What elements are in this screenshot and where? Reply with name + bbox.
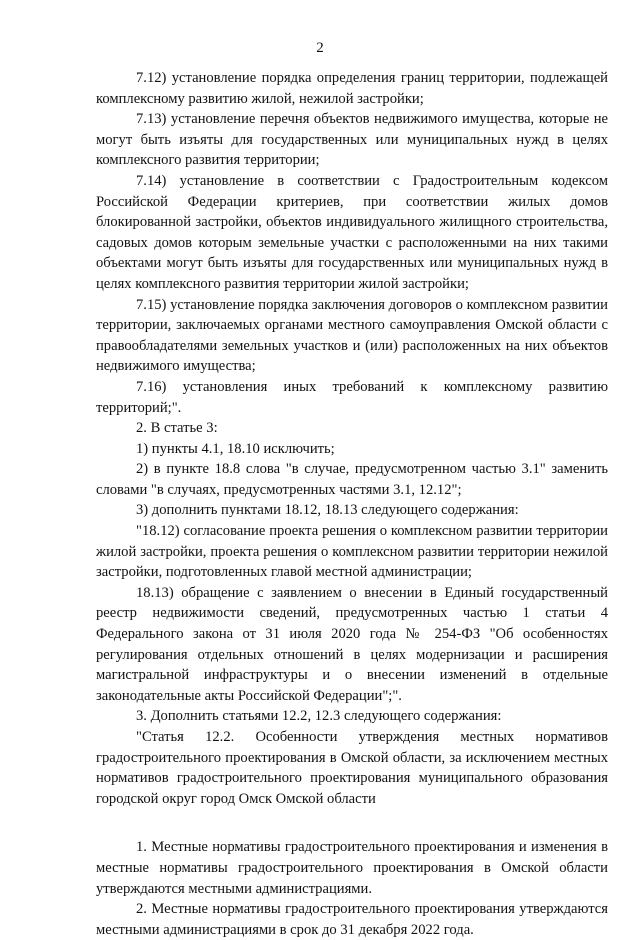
paragraph-item-1: 1) пункты 4.1, 18.10 исключить; [136,440,335,457]
paragraph-amend-articles: 3. Дополнить статьями 12.2, 12.3 следующего содержания: [136,708,502,725]
article-12-2-item-2: 2. Местные нормативы градостроительного проектирования утверждаются местными администрациями в срок до 31 декабря 2022 года. [96,901,608,938]
section-gap [96,809,608,837]
paragraph-7-14: 7.14) установление в соответствии с Градостроительным кодексом Российской Федерации критериев, при соответствии жилых домов блокированной застройки, объектов индивидуального жилищного строительства, садовых домов которым земельные участки с расположенными на них такими объектами могут быть изъяты для государственных или муниципальных нужд в целях комплексного развития территории жилой застройки; [96,172,608,292]
page-number: 2 [316,40,324,56]
paragraph-item-3: 3) дополнить пунктами 18.12, 18.13 следующего содержания: [136,502,519,519]
article-12-2-item-1: 1. Местные нормативы градостроительного проектирования и изменения в местные нормативы градостроительного проектирования в Омской области утверждаются местными администрациями. [96,839,608,897]
paragraph-item-2: 2) в пункте 18.8 слова "в случае, предусмотренном частью 3.1" заменить словами "в случаях, предусмотренных частями 3.1, 12.12"; [96,461,608,498]
paragraph-18-13: 18.13) обращение с заявлением о внесении в Единый государственный реестр недвижимости сведений, предусмотренных частью 1 статьи 4 Федерального закона от 31 июля 2020 года № 254-ФЗ "Об особенностях регулирования отдельных отношений в целях модернизации и расширения магистральной инфраструктуры и о внесении изменений в отдельные законодательные акты Российской Федерации";". [96,584,608,704]
paragraph-article-3-heading: 2. В статье 3: [136,420,218,437]
paragraph-7-15: 7.15) установление порядка заключения договоров о комплексном развитии территории, заключаемых органами местного самоуправления Омской области с правообладателями земельных участков и (или) расположенных на них объектов недвижимого имущества; [96,296,608,375]
document-body [96,68,608,940]
paragraph-7-13: 7.13) установление перечня объектов недвижимого имущества, которые не могут быть изъяты для государственных или муниципальных нужд в целях комплексного развития территории; [96,111,608,169]
paragraph-7-12: 7.12) установление порядка определения границ территории, подлежащей комплексному развитию жилой, нежилой застройки; [96,70,608,107]
article-12-2-title: "Статья 12.2. Особенности утверждения местных нормативов градостроительного проектирования в Омской области, за исключением местных нормативов градостроительного проектирования муниципального образования городской округ город Омск Омской области [96,729,608,807]
paragraph-7-16: 7.16) установления иных требований к комплексному развитию территорий;". [96,378,608,416]
paragraph-18-12: "18.12) согласование проекта решения о комплексном развитии территории жилой застройки, проекта решения о комплексном развитии территории нежилой застройки, подготовленных главой местной администрации; [96,523,608,581]
